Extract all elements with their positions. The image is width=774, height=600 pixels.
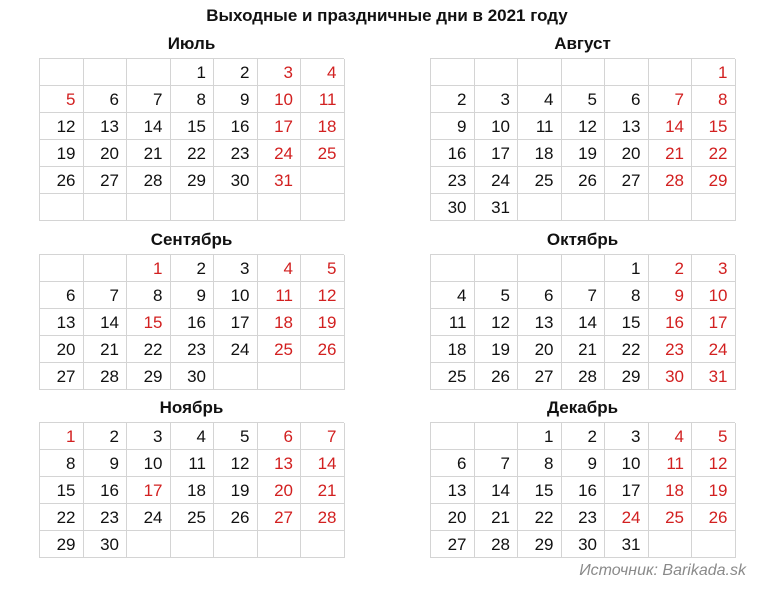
day-cell: 11: [518, 113, 562, 140]
day-cell: 20: [518, 336, 562, 363]
day-cell: 27: [40, 363, 84, 390]
day-cell: 4: [258, 255, 302, 282]
day-cell: 12: [301, 282, 345, 309]
day-cell: 7: [84, 282, 128, 309]
day-cell: 4: [649, 423, 693, 450]
day-cell: 18: [518, 140, 562, 167]
day-cell: 14: [475, 477, 519, 504]
day-cell: 31: [605, 531, 649, 558]
day-cell: 5: [475, 282, 519, 309]
day-cell: 12: [475, 309, 519, 336]
day-cell: 27: [431, 531, 475, 558]
day-cell: 21: [84, 336, 128, 363]
empty-cell: [171, 531, 215, 558]
day-cell: 24: [258, 140, 302, 167]
day-cell: 20: [84, 140, 128, 167]
month-august: [430, 30, 735, 221]
month-september: [39, 226, 344, 390]
empty-cell: [562, 59, 606, 86]
day-cell: 26: [692, 504, 736, 531]
empty-cell: [214, 531, 258, 558]
day-cell: 1: [171, 59, 215, 86]
empty-cell: [649, 59, 693, 86]
day-cell: 6: [518, 282, 562, 309]
day-cell: 8: [692, 86, 736, 113]
empty-cell: [214, 363, 258, 390]
day-cell: 13: [605, 113, 649, 140]
day-cell: 14: [649, 113, 693, 140]
day-cell: 28: [562, 363, 606, 390]
day-cell: 14: [301, 450, 345, 477]
day-cell: 27: [605, 167, 649, 194]
day-cell: 25: [258, 336, 302, 363]
day-cell: 23: [431, 167, 475, 194]
day-cell: 20: [431, 504, 475, 531]
day-cell: 2: [649, 255, 693, 282]
day-cell: 13: [431, 477, 475, 504]
month-name: Июль: [167, 34, 216, 53]
day-cell: 24: [475, 167, 519, 194]
day-cell: 13: [258, 450, 302, 477]
day-cell: 7: [562, 282, 606, 309]
day-cell: 18: [171, 477, 215, 504]
day-cell: 22: [40, 504, 84, 531]
day-cell: 29: [605, 363, 649, 390]
day-cell: 18: [301, 113, 345, 140]
empty-cell: [605, 59, 649, 86]
day-cell: 16: [431, 140, 475, 167]
day-cell: 20: [605, 140, 649, 167]
day-cell: 2: [431, 86, 475, 113]
empty-cell: [692, 531, 736, 558]
month-name: Ноябрь: [159, 398, 224, 417]
day-cell: 17: [214, 309, 258, 336]
day-cell: 6: [605, 86, 649, 113]
day-cell: 5: [40, 86, 84, 113]
day-cell: 17: [475, 140, 519, 167]
day-cell: 9: [171, 282, 215, 309]
source-caption: Источник: Barikada.sk: [579, 562, 746, 579]
month-grid: [39, 254, 344, 390]
empty-cell: [649, 194, 693, 221]
day-cell: 31: [692, 363, 736, 390]
empty-cell: [518, 255, 562, 282]
day-cell: 5: [214, 423, 258, 450]
day-cell: 29: [518, 531, 562, 558]
day-cell: 21: [127, 140, 171, 167]
day-cell: 26: [214, 504, 258, 531]
empty-cell: [84, 59, 128, 86]
day-cell: 28: [127, 167, 171, 194]
day-cell: 26: [475, 363, 519, 390]
day-cell: 19: [214, 477, 258, 504]
day-cell: 6: [40, 282, 84, 309]
empty-cell: [301, 363, 345, 390]
day-cell: 23: [84, 504, 128, 531]
day-cell: 16: [649, 309, 693, 336]
month-grid: [39, 58, 344, 221]
empty-cell: [40, 194, 84, 221]
day-cell: 11: [171, 450, 215, 477]
empty-cell: [127, 531, 171, 558]
day-cell: 14: [127, 113, 171, 140]
day-cell: 9: [214, 86, 258, 113]
day-cell: 6: [431, 450, 475, 477]
day-cell: 1: [518, 423, 562, 450]
day-cell: 18: [649, 477, 693, 504]
day-cell: 5: [692, 423, 736, 450]
empty-cell: [649, 531, 693, 558]
day-cell: 28: [301, 504, 345, 531]
day-cell: 29: [127, 363, 171, 390]
empty-cell: [258, 194, 302, 221]
empty-cell: [562, 194, 606, 221]
day-cell: 8: [171, 86, 215, 113]
day-cell: 27: [258, 504, 302, 531]
day-cell: 4: [171, 423, 215, 450]
day-cell: 25: [431, 363, 475, 390]
day-cell: 1: [127, 255, 171, 282]
day-cell: 24: [692, 336, 736, 363]
day-cell: 16: [562, 477, 606, 504]
empty-cell: [84, 194, 128, 221]
day-cell: 7: [475, 450, 519, 477]
day-cell: 24: [605, 504, 649, 531]
day-cell: 12: [562, 113, 606, 140]
day-cell: 23: [649, 336, 693, 363]
day-cell: 10: [214, 282, 258, 309]
empty-cell: [84, 255, 128, 282]
day-cell: 21: [301, 477, 345, 504]
month-name: Декабрь: [546, 398, 619, 417]
day-cell: 19: [301, 309, 345, 336]
day-cell: 23: [171, 336, 215, 363]
day-cell: 2: [171, 255, 215, 282]
empty-cell: [431, 423, 475, 450]
month-grid: [39, 422, 344, 558]
month-name: Сентябрь: [150, 230, 233, 249]
day-cell: 15: [171, 113, 215, 140]
day-cell: 24: [127, 504, 171, 531]
month-october: [430, 226, 735, 390]
month-grid: [430, 422, 735, 558]
day-cell: 19: [40, 140, 84, 167]
day-cell: 12: [214, 450, 258, 477]
empty-cell: [605, 194, 649, 221]
day-cell: 30: [649, 363, 693, 390]
day-cell: 25: [171, 504, 215, 531]
day-cell: 19: [475, 336, 519, 363]
day-cell: 15: [605, 309, 649, 336]
day-cell: 1: [692, 59, 736, 86]
day-cell: 2: [214, 59, 258, 86]
month-name: Октябрь: [546, 230, 619, 249]
day-cell: 1: [605, 255, 649, 282]
day-cell: 22: [605, 336, 649, 363]
empty-cell: [475, 423, 519, 450]
day-cell: 21: [562, 336, 606, 363]
day-cell: 14: [562, 309, 606, 336]
day-cell: 17: [692, 309, 736, 336]
day-cell: 15: [518, 477, 562, 504]
day-cell: 25: [649, 504, 693, 531]
day-cell: 3: [127, 423, 171, 450]
day-cell: 28: [475, 531, 519, 558]
empty-cell: [127, 59, 171, 86]
day-cell: 9: [562, 450, 606, 477]
day-cell: 30: [431, 194, 475, 221]
day-cell: 15: [692, 113, 736, 140]
empty-cell: [258, 363, 302, 390]
day-cell: 8: [518, 450, 562, 477]
day-cell: 10: [692, 282, 736, 309]
day-cell: 2: [562, 423, 606, 450]
day-cell: 20: [258, 477, 302, 504]
month-grid: [430, 254, 735, 390]
day-cell: 31: [475, 194, 519, 221]
day-cell: 11: [431, 309, 475, 336]
empty-cell: [301, 194, 345, 221]
empty-cell: [301, 167, 345, 194]
day-cell: 9: [649, 282, 693, 309]
day-cell: 29: [171, 167, 215, 194]
day-cell: 8: [605, 282, 649, 309]
day-cell: 31: [258, 167, 302, 194]
month-name: Август: [554, 34, 611, 53]
day-cell: 5: [562, 86, 606, 113]
empty-cell: [214, 194, 258, 221]
day-cell: 23: [562, 504, 606, 531]
day-cell: 9: [431, 113, 475, 140]
month-december: [430, 394, 735, 558]
day-cell: 3: [605, 423, 649, 450]
empty-cell: [258, 531, 302, 558]
day-cell: 24: [214, 336, 258, 363]
day-cell: 13: [84, 113, 128, 140]
empty-cell: [518, 194, 562, 221]
day-cell: 30: [84, 531, 128, 558]
day-cell: 26: [562, 167, 606, 194]
day-cell: 12: [40, 113, 84, 140]
day-cell: 23: [214, 140, 258, 167]
day-cell: 3: [214, 255, 258, 282]
day-cell: 15: [127, 309, 171, 336]
day-cell: 19: [562, 140, 606, 167]
day-cell: 1: [40, 423, 84, 450]
day-cell: 26: [301, 336, 345, 363]
day-cell: 8: [127, 282, 171, 309]
day-cell: 4: [431, 282, 475, 309]
day-cell: 16: [214, 113, 258, 140]
month-november: [39, 394, 344, 558]
day-cell: 17: [258, 113, 302, 140]
day-cell: 6: [84, 86, 128, 113]
month-july: [39, 30, 344, 221]
empty-cell: [475, 255, 519, 282]
day-cell: 17: [127, 477, 171, 504]
empty-cell: [40, 59, 84, 86]
day-cell: 10: [127, 450, 171, 477]
empty-cell: [518, 59, 562, 86]
day-cell: 27: [518, 363, 562, 390]
day-cell: 19: [692, 477, 736, 504]
empty-cell: [562, 255, 606, 282]
empty-cell: [301, 531, 345, 558]
day-cell: 25: [518, 167, 562, 194]
day-cell: 26: [40, 167, 84, 194]
day-cell: 16: [171, 309, 215, 336]
day-cell: 12: [692, 450, 736, 477]
empty-cell: [692, 194, 736, 221]
page-title: Выходные и праздничные дни в 2021 году: [206, 6, 568, 25]
day-cell: 11: [649, 450, 693, 477]
day-cell: 30: [562, 531, 606, 558]
empty-cell: [40, 255, 84, 282]
day-cell: 6: [258, 423, 302, 450]
empty-cell: [431, 255, 475, 282]
empty-cell: [475, 59, 519, 86]
day-cell: 11: [258, 282, 302, 309]
day-cell: 7: [301, 423, 345, 450]
day-cell: 30: [171, 363, 215, 390]
day-cell: 20: [40, 336, 84, 363]
day-cell: 13: [40, 309, 84, 336]
day-cell: 29: [40, 531, 84, 558]
day-cell: 13: [518, 309, 562, 336]
day-cell: 25: [301, 140, 345, 167]
day-cell: 4: [518, 86, 562, 113]
day-cell: 14: [84, 309, 128, 336]
day-cell: 10: [605, 450, 649, 477]
day-cell: 3: [475, 86, 519, 113]
day-cell: 15: [40, 477, 84, 504]
day-cell: 3: [692, 255, 736, 282]
empty-cell: [171, 194, 215, 221]
day-cell: 22: [692, 140, 736, 167]
day-cell: 7: [127, 86, 171, 113]
day-cell: 16: [84, 477, 128, 504]
day-cell: 10: [475, 113, 519, 140]
day-cell: 5: [301, 255, 345, 282]
day-cell: 22: [171, 140, 215, 167]
day-cell: 8: [40, 450, 84, 477]
day-cell: 21: [649, 140, 693, 167]
day-cell: 7: [649, 86, 693, 113]
day-cell: 2: [84, 423, 128, 450]
day-cell: 29: [692, 167, 736, 194]
day-cell: 18: [431, 336, 475, 363]
day-cell: 30: [214, 167, 258, 194]
month-grid: [430, 58, 735, 221]
day-cell: 17: [605, 477, 649, 504]
day-cell: 4: [301, 59, 345, 86]
day-cell: 28: [649, 167, 693, 194]
day-cell: 10: [258, 86, 302, 113]
day-cell: 22: [518, 504, 562, 531]
empty-cell: [127, 194, 171, 221]
empty-cell: [431, 59, 475, 86]
day-cell: 11: [301, 86, 345, 113]
day-cell: 28: [84, 363, 128, 390]
day-cell: 21: [475, 504, 519, 531]
day-cell: 18: [258, 309, 302, 336]
day-cell: 3: [258, 59, 302, 86]
day-cell: 27: [84, 167, 128, 194]
day-cell: 22: [127, 336, 171, 363]
day-cell: 9: [84, 450, 128, 477]
